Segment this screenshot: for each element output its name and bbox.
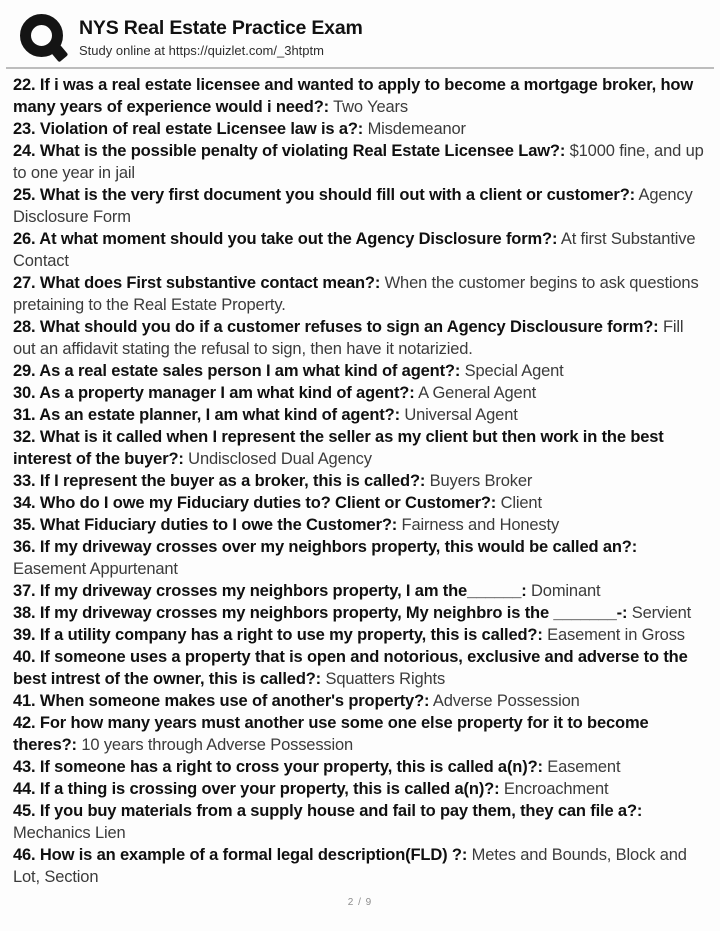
question-text: 29. As a real estate sales person I am what kind of agent?:: [13, 362, 461, 380]
question-text: 46. How is an example of a formal legal description(FLD) ?:: [13, 846, 468, 864]
question-text: 43. If someone has a right to cross your property, this is called a(n)?:: [13, 758, 543, 776]
question-item: [13, 426, 707, 470]
question-text: 45. If you buy materials from a supply house and fail to pay them, they can file a?:: [13, 802, 643, 820]
question-item: [13, 184, 707, 228]
question-item: [13, 646, 707, 690]
question-item: [13, 602, 707, 624]
answer-text: At first Substantive Contact: [13, 230, 696, 270]
question-item: [13, 580, 707, 602]
answer-text: A General Agent: [414, 384, 537, 402]
question-item: [13, 316, 707, 360]
answer-text: Client: [496, 494, 542, 512]
answer-text: 10 years through Adverse Possession: [76, 736, 354, 754]
page-footer: [0, 892, 720, 910]
question-text: 32. What is it called when I represent the seller as my client but then work in the best interest of the buyer?:: [13, 428, 664, 468]
question-item: [13, 756, 707, 778]
question-text: 35. What Fiduciary duties to I owe the Customer?:: [13, 516, 398, 534]
question-item: [13, 228, 707, 272]
question-item: [13, 74, 707, 118]
question-text: 42. For how many years must another use some one else property for it to become theres?:: [13, 714, 649, 754]
question-text: 34. Who do I owe my Fiduciary duties to? Client or Customer?:: [13, 494, 497, 512]
question-item: [13, 778, 707, 800]
question-item: [13, 492, 707, 514]
question-text: 28. What should you do if a customer refuses to sign an Agency Disclousure form?:: [13, 318, 659, 336]
question-item: [13, 624, 707, 646]
question-item: [13, 844, 707, 888]
question-item: [13, 800, 707, 844]
question-text: 40. If someone uses a property that is open and notorious, exclusive and adverse to the best intrest of the owner, this is called?:: [13, 648, 688, 688]
quizlet-q-logo-icon: [20, 13, 66, 61]
question-text: 25. What is the very first document you should fill out with a client or customer?:: [13, 186, 635, 204]
question-text: 44. If a thing is crossing over your property, this is called a(n)?:: [13, 780, 500, 798]
question-item: [13, 470, 707, 492]
question-text: 36. If my driveway crosses over my neighbors property, this would be called an?:: [13, 538, 638, 556]
question-list: [0, 69, 720, 888]
logo-tail: [46, 39, 69, 63]
answer-text: Encroachment: [499, 780, 609, 798]
page-title: NYS Real Estate Practice Exam: [79, 17, 363, 39]
question-item: [13, 360, 707, 382]
question-text: 33. If I represent the buyer as a broker, this is called?:: [13, 472, 426, 490]
question-item: [13, 118, 707, 140]
question-text: 39. If a utility company has a right to use my property, this is called?:: [13, 626, 543, 644]
question-text: 37. If my driveway crosses my neighbors property, I am the______:: [13, 582, 527, 600]
question-item: [13, 690, 707, 712]
question-text: 24. What is the possible penalty of violating Real Estate Licensee Law?:: [13, 142, 566, 160]
question-item: [13, 382, 707, 404]
question-item: [13, 404, 707, 426]
answer-text: Easement: [542, 758, 621, 776]
answer-text: Metes and Bounds, Block and Lot, Section: [13, 846, 687, 886]
document-header: [0, 0, 720, 61]
answer-text: Special Agent: [460, 362, 564, 380]
answer-text: Fill out an affidavit stating the refusal to sign, then have it notarizied.: [13, 318, 684, 358]
question-item: [13, 272, 707, 316]
answer-text: Easement in Gross: [542, 626, 685, 644]
answer-text: Universal Agent: [399, 406, 518, 424]
study-online-url: Study online at https://quizlet.com/_3htptm: [79, 43, 324, 58]
question-text: 38. If my driveway crosses my neighbors property, My neighbro is the _______-:: [13, 604, 628, 622]
answer-text: $1000 fine, and up to one year in jail: [13, 142, 704, 182]
question-text: 23. Violation of real estate Licensee law is a?:: [13, 120, 364, 138]
answer-text: When the customer begins to ask questions pretaining to the Real Estate Property.: [13, 274, 699, 314]
question-text: 22. If i was a real estate licensee and wanted to apply to become a mortgage broker, how many years of experience would i need?:: [13, 76, 694, 116]
answer-text: Undisclosed Dual Agency: [183, 450, 372, 468]
answer-text: Adverse Possession: [429, 692, 580, 710]
answer-text: Servient: [627, 604, 692, 622]
answer-text: Easement Appurtenant: [13, 560, 178, 578]
question-item: [13, 140, 707, 184]
question-text: 27. What does First substantive contact mean?:: [13, 274, 381, 292]
answer-text: Mechanics Lien: [13, 824, 126, 842]
header-text-block: [79, 13, 363, 58]
question-text: 31. As an estate planner, I am what kind of agent?:: [13, 406, 400, 424]
question-text: 41. When someone makes use of another's property?:: [13, 692, 430, 710]
question-text: 26. At what moment should you take out the Agency Disclosure form?:: [13, 230, 558, 248]
answer-text: Fairness and Honesty: [397, 516, 560, 534]
answer-text: Buyers Broker: [425, 472, 533, 490]
answer-text: Dominant: [526, 582, 601, 600]
question-text: 30. As a property manager I am what kind of agent?:: [13, 384, 415, 402]
question-item: [13, 536, 707, 580]
answer-text: Two Years: [329, 98, 408, 116]
answer-text: Agency Disclosure Form: [13, 186, 693, 226]
answer-text: Misdemeanor: [363, 120, 466, 138]
question-item: [13, 514, 707, 536]
page-indicator: 2 / 9: [347, 897, 373, 908]
answer-text: Squatters Rights: [321, 670, 446, 688]
question-item: [13, 712, 707, 756]
